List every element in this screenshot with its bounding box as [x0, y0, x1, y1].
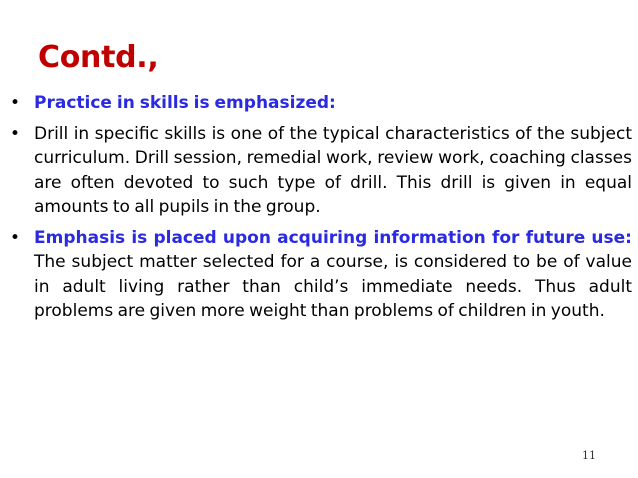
bullet-dot-icon: •: [10, 123, 21, 144]
bullet-text: The subject matter selected for a course, is considered to be of value in adult living rather than child’s immediate needs. Thus adult problems are given more weight than problems of children in youth.: [34, 252, 632, 321]
slide-title: Contd.,: [38, 40, 159, 75]
bullet-list: [8, 91, 632, 330]
bullet-dot-icon: •: [10, 227, 21, 248]
bullet-dot-icon: •: [10, 93, 21, 113]
bullet-item-future-use: [8, 226, 632, 324]
bullet-item-drill: [8, 122, 632, 220]
bullet-heading: Practice in skills is emphasized:: [34, 93, 336, 113]
page-number: 11: [582, 449, 596, 462]
bullet-item-practice-in-skills: [8, 91, 632, 116]
bullet-text: Drill in specific skills is one of the typical characteristics of the subject curriculum. Drill session, remedial work, review work, coaching classes are often devoted to such type of drill. This drill is given in equal amounts to all pupils in the group.: [34, 123, 632, 217]
bullet-heading: Emphasis is placed upon acquiring information for future use:: [34, 227, 632, 248]
